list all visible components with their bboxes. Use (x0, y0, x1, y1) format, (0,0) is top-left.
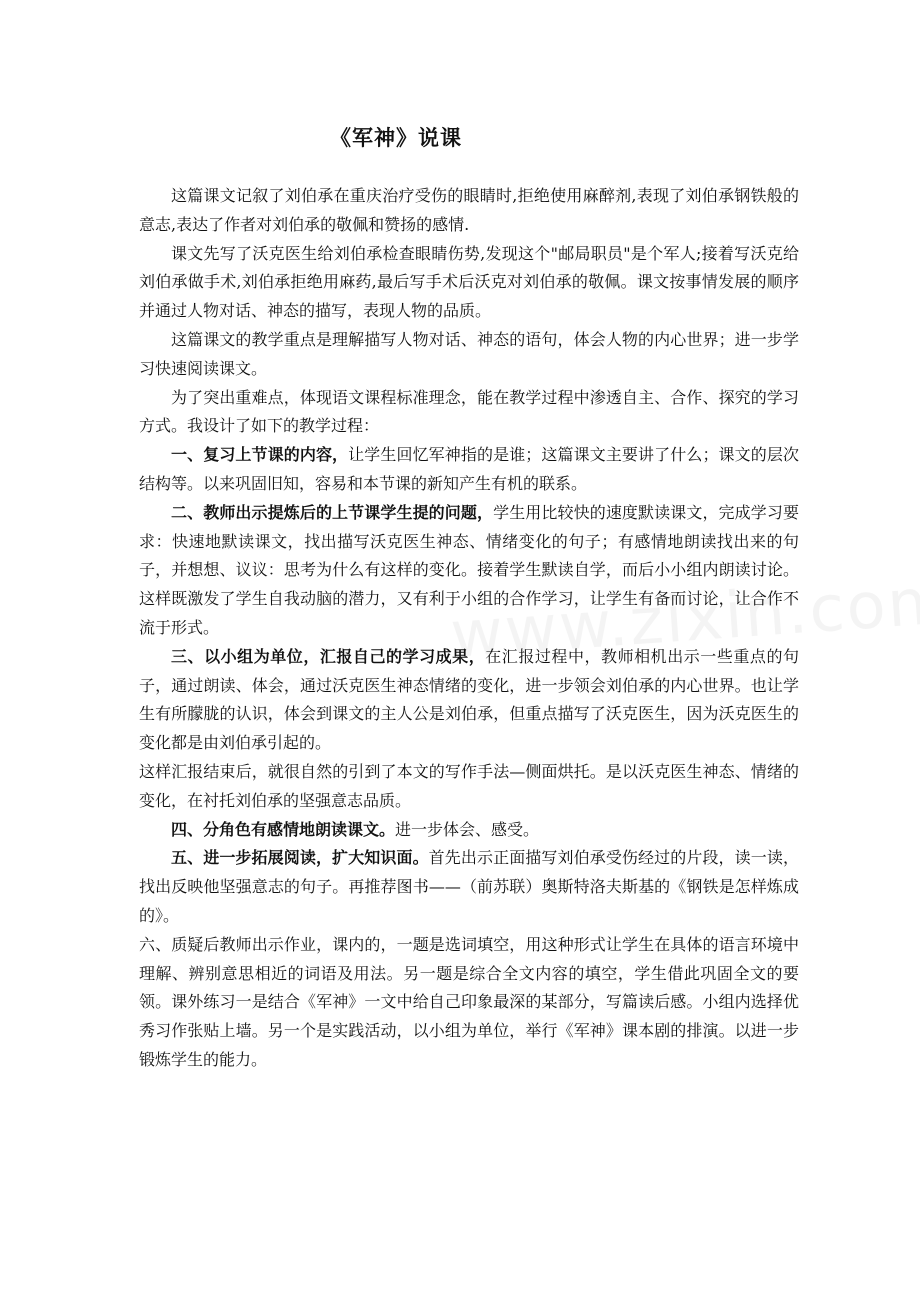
paragraph-text: 这篇课文记叙了刘伯承在重庆治疗受伤的眼睛时,拒绝使用麻醉剂,表现了刘伯承钢铁般的意志,表达了作者对刘伯承的敬佩和赞扬的感情. (139, 186, 799, 234)
paragraph-teaching-focus (139, 326, 799, 384)
paragraph-text: 学生用比较快的速度默读课文，完成学习要求：快速地默读课文，找出描写沃克医生神态、情绪变化的句子；有感情地朗读找出来的句子，并想想、议议：思考为什么有这样的变化。接着学生默读自学，而后小小组内朗读讨论。这样既激发了学生自我动脑的潜力，又有利于小组的合作学习，让学生有备而讨论，让合作不流于形式。 (139, 502, 799, 637)
paragraph-text: 为了突出重难点，体现语文课程标准理念，能在教学过程中渗透自主、合作、探究的学习方式。我设计了如下的教学过程： (139, 387, 799, 436)
paragraph-text: 这样汇报结束后，就很自然的引到了本文的写作手法—侧面烘托。是以沃克医生神态、情绪的变化，在衬托刘伯承的坚强意志品质。 (139, 761, 799, 810)
paragraph-step-1 (139, 441, 799, 499)
step-heading: 四、分角色有感情地朗读课文。 (171, 819, 396, 839)
paragraph-text: 让学生回忆军神指的是谁；这篇课文主要讲了什么；课文的层次结构等。以来巩固旧知，容易和本节课的新知产生有机的联系。 (139, 445, 799, 493)
step-heading: 三、以小组为单位，汇报自己的学习成果， (171, 646, 486, 666)
paragraph-summary (139, 182, 799, 240)
paragraph-text: 六、质疑后教师出示作业，课内的，一题是选词填空，用这种形式让学生在具体的语言环境中理解、辨别意思相近的词语及用法。另一题是综合全文内容的填空，学生借此巩固全文的要领。课外练习一是结合《军神》一文中给自己印象最深的某部分，写篇读后感。小组内选择优秀习作张贴上墙。另一个是实践活动，以小组为单位，举行《军神》课本剧的排演。以进一步锻炼学生的能力。 (139, 934, 799, 1069)
paragraph-text: 进一步体会、感受。 (395, 819, 540, 839)
paragraph-content-order (139, 240, 799, 326)
paragraph-text: 课文先写了沃克医生给刘伯承检查眼睛伤势,发现这个"邮局职员"是个军人;接着写沃克给刘伯承做手术,刘伯承拒绝用麻药,最后写手术后沃克对刘伯承的敬佩。课文按事情发展的顺序并通过人物对话、神态的描写，表现人物的品质。 (139, 243, 799, 321)
paragraph-step-6 (139, 931, 799, 1075)
paragraph-writing-technique (139, 758, 799, 816)
paragraph-step-2 (139, 499, 799, 643)
document-title: 《军神》说课 (330, 126, 462, 150)
step-heading: 二、教师出示提炼后的上节课学生提的问题， (171, 502, 494, 522)
step-heading: 五、进一步拓展阅读，扩大知识面。 (171, 848, 429, 868)
paragraph-step-5 (139, 844, 799, 930)
paragraph-step-3 (139, 643, 799, 758)
step-heading: 一、复习上节课的内容， (171, 445, 349, 465)
paragraph-text: 首先出示正面描写刘伯承受伤经过的片段，读一读，找出反映他坚强意志的句子。再推荐图书——（前苏联）奥斯特洛夫斯基的《钢铁是怎样炼成的》。 (139, 848, 799, 925)
paragraph-text: 这篇课文的教学重点是理解描写人物对话、神态的语句，体会人物的内心世界；进一步学习快速阅读课文。 (139, 329, 799, 378)
paragraph-step-4 (139, 816, 799, 845)
paragraph-text: 在汇报过程中，教师相机出示一些重点的句子，通过朗读、体会，通过沃克医生神态情绪的变化，进一步领会刘伯承的内心世界。也让学生有所朦胧的认识，体会到课文的主人公是刘伯承，但重点描写了沃克医生，因为沃克医生的变化都是由刘伯承引起的。 (139, 646, 799, 753)
paragraph-design-intro (139, 384, 799, 442)
document-body (139, 182, 799, 1075)
